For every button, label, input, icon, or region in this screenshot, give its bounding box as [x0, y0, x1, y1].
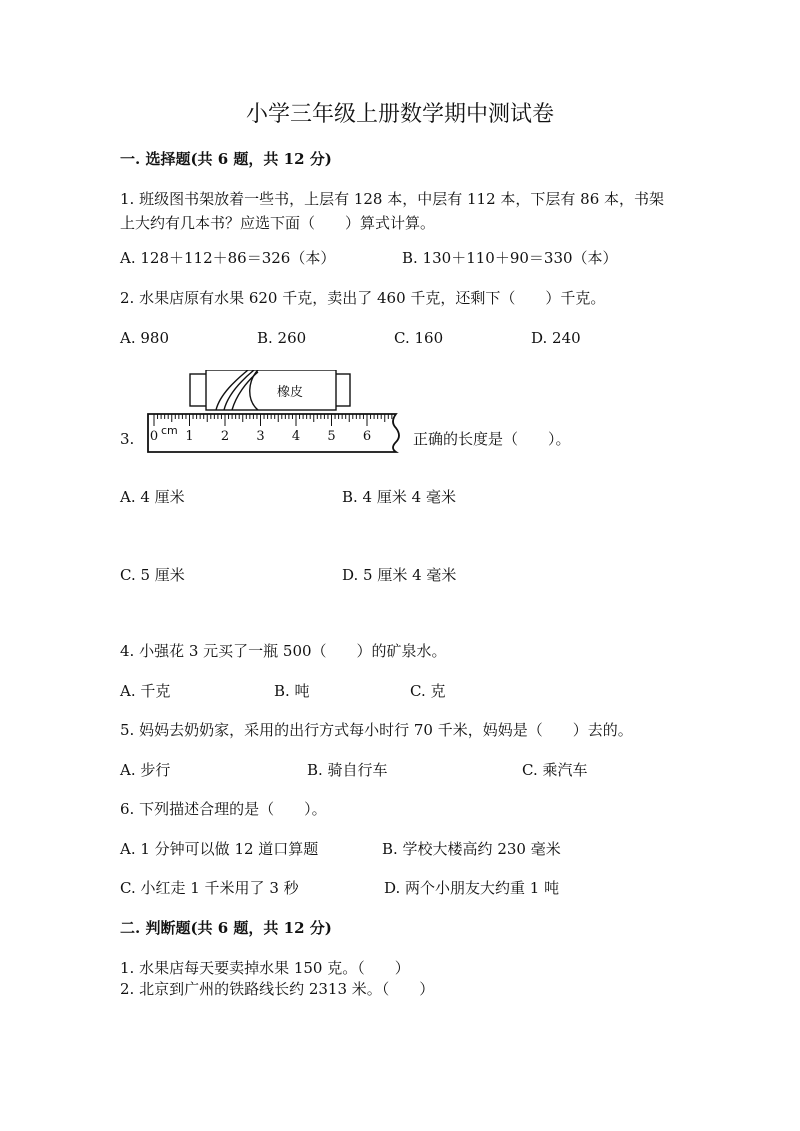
ruler-tick-label: 3: [256, 429, 265, 444]
ruler-eraser-figure: [146, 370, 406, 460]
question-5-option-c: C. 乘汽车: [522, 761, 588, 779]
ruler-tick-label: 0: [149, 429, 159, 444]
question-5-option-a: A. 步行: [120, 761, 171, 779]
judgement-item-2: 2. 北京到广州的铁路线长约 2313 米。（ ）: [120, 980, 435, 998]
section-heading-choice: 一. 选择题(共 6 题，共 12 分): [120, 150, 332, 168]
question-5-option-b: B. 骑自行车: [307, 761, 388, 779]
question-2-option-b: B. 260: [257, 329, 307, 347]
section-heading-judgement: 二. 判断题(共 6 题，共 12 分): [120, 919, 332, 937]
question-4-option-b: B. 吨: [274, 682, 310, 700]
ruler-tick-label: 1: [185, 429, 194, 444]
question-2-text: 2. 水果店原有水果 620 千克，卖出了 460 千克，还剩下（ ）千克。: [120, 289, 606, 307]
question-1-line1: 1. 班级图书架放着一些书，上层有 128 本，中层有 112 本，下层有 86 本，书架: [120, 190, 665, 208]
question-6-option-d: D. 两个小朋友大约重 1 吨: [384, 879, 560, 897]
ruler-tick-label: 5: [327, 429, 336, 444]
question-4-option-a: A. 千克: [120, 682, 171, 700]
question-2-option-d: D. 240: [531, 329, 581, 347]
question-2-option-c: C. 160: [394, 329, 444, 347]
question-5-text: 5. 妈妈去奶奶家，采用的出行方式每小时行 70 千米，妈妈是（ ）去的。: [120, 721, 633, 739]
ruler-tick-label: 6: [362, 429, 372, 444]
question-3-option-c: C. 5 厘米: [120, 566, 185, 584]
question-1-line2: 上大约有几本书？应选下面（ ）算式计算。: [120, 214, 436, 232]
question-1-option-a: A. 128＋112＋86＝326（本）: [120, 249, 336, 267]
question-3-option-a: A. 4 厘米: [120, 488, 185, 506]
eraser: [190, 370, 350, 410]
question-4-option-c: C. 克: [410, 682, 446, 700]
question-3-option-d: D. 5 厘米 4 毫米: [342, 566, 457, 584]
question-3-option-b: B. 4 厘米 4 毫米: [342, 488, 456, 506]
question-6-option-b: B. 学校大楼高约 230 毫米: [382, 840, 561, 858]
page-title: 小学三年级上册数学期中测试卷: [245, 102, 554, 127]
question-6-text: 6. 下列描述合理的是（ ）。: [120, 800, 327, 818]
ruler-unit-label: cm: [161, 424, 178, 437]
question-3-number: 3.: [120, 430, 135, 448]
eraser-label: 橡皮: [276, 385, 304, 400]
question-4-text: 4. 小强花 3 元买了一瓶 500（ ）的矿泉水。: [120, 642, 447, 660]
judgement-item-1: 1. 水果店每天要卖掉水果 150 克。（ ）: [120, 959, 410, 977]
ruler-tick-label: 2: [220, 429, 230, 444]
question-6-option-a: A. 1 分钟可以做 12 道口算题: [120, 840, 319, 858]
question-6-option-c: C. 小红走 1 千米用了 3 秒: [120, 879, 299, 897]
question-3-text: 正确的长度是（ ）。: [413, 430, 571, 448]
question-1-option-b: B. 130＋110＋90＝330（本）: [402, 249, 618, 267]
question-2-option-a: A. 980: [120, 329, 169, 347]
ruler-tick-label: 4: [291, 429, 301, 444]
